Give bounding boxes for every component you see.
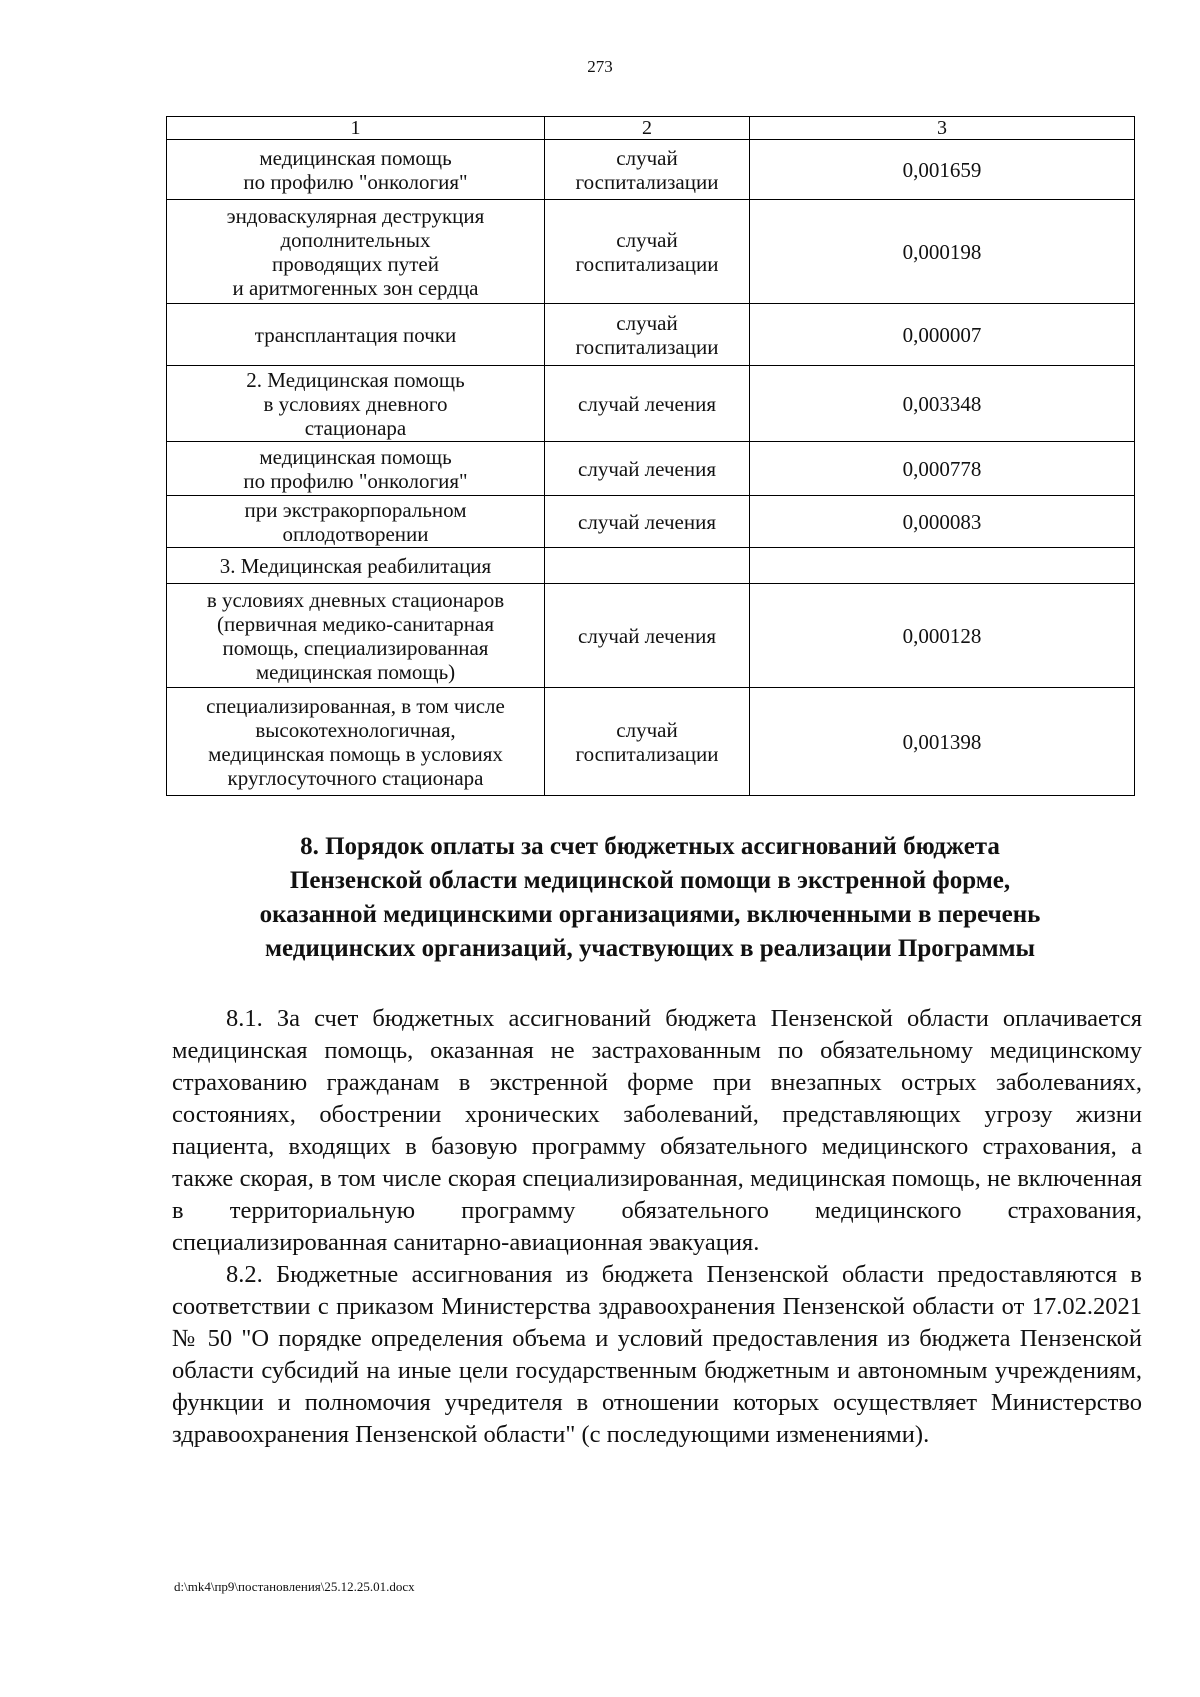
table-row (167, 548, 1135, 584)
cell-unit (545, 496, 750, 548)
column-header: 3 (750, 117, 1135, 140)
cell-line: госпитализации (575, 334, 719, 359)
table-row (167, 442, 1135, 496)
cell-line: и аритмогенных зон сердца (232, 275, 479, 300)
cell-line: эндоваскулярная деструкция (226, 203, 485, 228)
cell-unit (545, 584, 750, 688)
heading-line: Пензенской области медицинской помощи в экстренной форме, (289, 867, 1011, 894)
cell-line: в условиях дневных стационаров (206, 587, 505, 612)
table-row (167, 200, 1135, 304)
cell-value: 0,003348 (750, 366, 1135, 442)
table-header-row (167, 117, 1135, 140)
cell-unit (545, 366, 750, 442)
cell-line: госпитализации (575, 169, 719, 194)
cell-value: 0,000778 (750, 442, 1135, 496)
table-row (167, 366, 1135, 442)
cell-description (167, 140, 545, 200)
cell-line: случай лечения (578, 456, 716, 481)
cell-line: оплодотворении (282, 521, 429, 546)
table-row (167, 496, 1135, 548)
heading-line: оказанной медицинскими организациями, включенными в перечень (259, 901, 1041, 928)
cell-line: госпитализации (575, 251, 719, 276)
cell-line: случай лечения (578, 391, 716, 416)
cell-line: случай лечения (578, 509, 716, 534)
cell-line: случай (616, 227, 678, 252)
column-header: 1 (167, 117, 545, 140)
cell-line: медицинская помощь (259, 145, 452, 170)
page-number: 273 (587, 57, 613, 76)
cell-line: трансплантация почки (254, 322, 457, 347)
cell-description (167, 688, 545, 796)
cell-unit (545, 304, 750, 366)
table-body (167, 140, 1135, 796)
cell-line: специализированная, в том числе (206, 693, 505, 718)
table-row (167, 304, 1135, 366)
cell-line: круглосуточного стационара (227, 765, 484, 790)
cell-value: 0,000083 (750, 496, 1135, 548)
cell-description (167, 496, 545, 548)
body-text (172, 1003, 1142, 1451)
cell-line: в условиях дневного (263, 391, 448, 416)
cell-description (167, 304, 545, 366)
paragraph-8-1: 8.1. За счет бюджетных ассигнований бюджета Пензенской области оплачивается медицинская помощь, оказанная не застрахованным по обязательному медицинскому страхованию гражданам в экстренной форме при внезапных острых заболеваниях, состояниях, обострении хронических заболеваний, представляющих угрозу жизни пациента, входящих в базовую программу обязательного медицинского страхования, а также скорая, в том числе скорая специализированная, медицинская помощь, не включенная в территориальную программу обязательного медицинского страхования, специализированная санитарно-авиационная эвакуация. (172, 1005, 1142, 1256)
cell-line: стационара (304, 415, 407, 440)
cell-line: проводящих путей (272, 251, 439, 276)
cell-value: 0,000198 (750, 200, 1135, 304)
paragraph-8-2: 8.2. Бюджетные ассигнования из бюджета Пензенской области предоставляются в соответствии с приказом Министерства здравоохранения Пензенской области от 17.02.2021 № 50 "О порядке определения объема и условий предоставления из бюджета Пензенской области субсидий на иные цели государственным бюджетным и автономным учреждениям, функции и полномочия учредителя в отношении которых осуществляет Министерство здравоохранения Пензенской области" (с последующими изменениями). (172, 1261, 1142, 1448)
footer-file-path: d:\mk4\пр9\постановления\25.12.25.01.docx (174, 1579, 415, 1594)
cell-line: медицинская помощь в условиях (208, 741, 503, 766)
cell-line: высокотехнологичная, (255, 717, 456, 742)
cell-line: дополнительных (280, 227, 431, 252)
cell-line: медицинская помощь (259, 444, 452, 469)
cell-line: 3. Медицинская реабилитация (219, 553, 492, 578)
cell-line: по профилю "онкология" (243, 169, 468, 194)
cell-line: случай лечения (578, 623, 716, 648)
cell-line: помощь, специализированная (222, 635, 489, 660)
table-row (167, 584, 1135, 688)
cell-unit (545, 200, 750, 304)
section-heading (170, 830, 1130, 966)
cell-line: госпитализации (575, 741, 719, 766)
cell-description (167, 584, 545, 688)
cell-description (167, 200, 545, 304)
cell-value: 0,000007 (750, 304, 1135, 366)
cell-description (167, 366, 545, 442)
cell-line: случай (616, 717, 678, 742)
column-header: 2 (545, 117, 750, 140)
rates-table (166, 116, 1135, 796)
cell-unit (545, 688, 750, 796)
cell-line: случай (616, 145, 678, 170)
cell-value: 0,001398 (750, 688, 1135, 796)
cell-description (167, 548, 545, 584)
cell-description (167, 442, 545, 496)
cell-line: медицинская помощь) (255, 659, 456, 684)
cell-value: 0,001659 (750, 140, 1135, 200)
cell-line: случай (616, 310, 678, 335)
table-row (167, 688, 1135, 796)
table-row (167, 140, 1135, 200)
cell-line: (первичная медико-санитарная (217, 611, 494, 636)
cell-line: при экстракорпоральном (244, 497, 467, 522)
cell-unit (545, 140, 750, 200)
heading-line: медицинских организаций, участвующих в реализации Программы (264, 935, 1036, 962)
cell-unit (545, 442, 750, 496)
cell-value (750, 548, 1135, 584)
cell-line: 2. Медицинская помощь (246, 367, 465, 392)
heading-line: 8. Порядок оплаты за счет бюджетных ассигнований бюджета (300, 833, 1000, 860)
cell-value: 0,000128 (750, 584, 1135, 688)
cell-line: по профилю "онкология" (243, 468, 468, 493)
cell-unit (545, 548, 750, 584)
